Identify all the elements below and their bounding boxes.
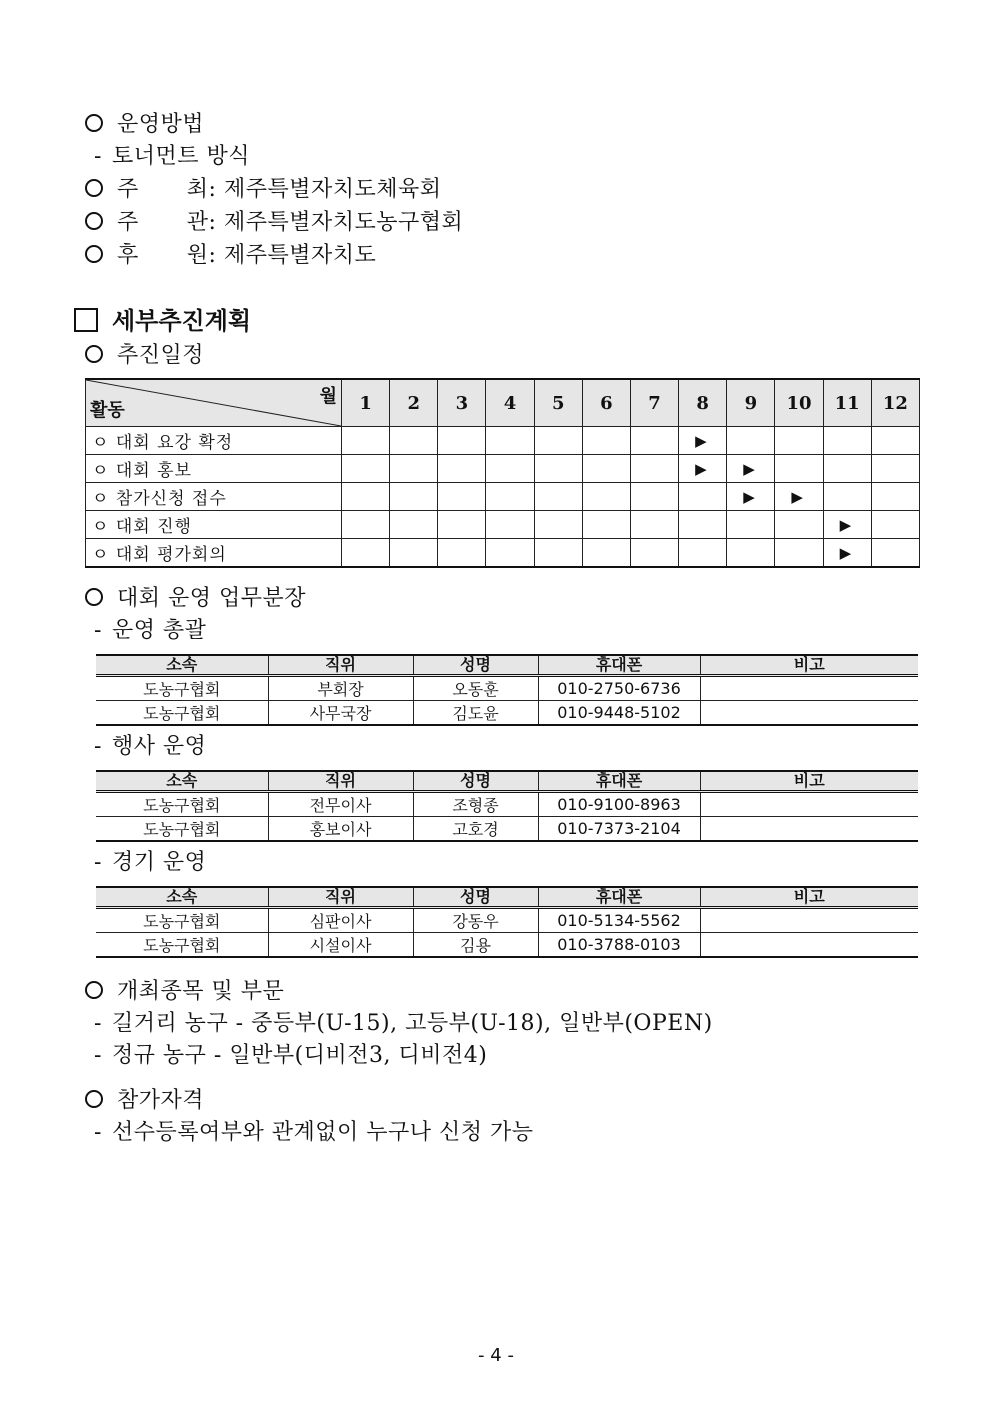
month-header-12: 12 [871, 379, 919, 427]
cell-note [700, 908, 918, 933]
schedule-cell [679, 539, 727, 568]
schedule-cell [871, 511, 919, 539]
header-phone: 휴대폰 [538, 887, 700, 908]
square-bullet-icon [74, 308, 98, 332]
schedule-cell [582, 427, 630, 455]
schedule-cell [775, 511, 823, 539]
schedule-cell [871, 539, 919, 568]
method-item: 운영방법 [85, 112, 204, 138]
method-detail: - 토너먼트 방식 [94, 144, 250, 169]
schedule-cell [679, 511, 727, 539]
cell-phone: 010-5134-5562 [538, 908, 700, 933]
schedule-cell [390, 511, 438, 539]
month-header-5: 5 [534, 379, 582, 427]
table-row [96, 792, 918, 817]
schedule-row [86, 511, 920, 539]
cell-phone: 010-2750-6736 [538, 676, 700, 701]
cell-position: 사무국장 [268, 701, 413, 726]
schedule-cell [727, 427, 775, 455]
cell-position: 전무이사 [268, 792, 413, 817]
month-corner-label: 월 [319, 386, 337, 407]
circle-bullet-icon [85, 588, 103, 606]
schedule-header-row [86, 379, 920, 427]
schedule-cell [630, 539, 678, 568]
circle-bullet-icon [85, 245, 103, 263]
schedule-cell [534, 483, 582, 511]
schedule-cell [390, 539, 438, 568]
schedule-cell [871, 427, 919, 455]
staff-table-1 [96, 654, 918, 726]
schedule-cell [438, 427, 486, 455]
circle-bullet-icon [85, 1090, 103, 1108]
circle-bullet-icon [85, 114, 103, 132]
month-header-7: 7 [630, 379, 678, 427]
schedule-marker-icon: ▶ [775, 483, 823, 511]
month-header-11: 11 [823, 379, 871, 427]
schedule-cell [342, 483, 390, 511]
schedule-cell [438, 483, 486, 511]
cell-org: 도농구협회 [96, 676, 268, 701]
schedule-cell [342, 427, 390, 455]
schedule-row [86, 483, 920, 511]
activity-label: ㅇ 대회 홍보 [86, 455, 342, 483]
schedule-marker-icon: ▶ [823, 539, 871, 568]
schedule-cell [775, 455, 823, 483]
schedule-cell [438, 539, 486, 568]
eligibility-detail: - 선수등록여부와 관계없이 누구나 신청 가능 [94, 1120, 534, 1145]
cell-note [700, 676, 918, 701]
activity-label: ㅇ 대회 평가회의 [86, 539, 342, 568]
cell-phone: 010-3788-0103 [538, 933, 700, 958]
group-title-2: - 행사 운영 [94, 734, 207, 759]
cell-position: 부회장 [268, 676, 413, 701]
cell-org: 도농구협회 [96, 933, 268, 958]
staff-header-row [96, 771, 918, 792]
schedule-cell [679, 483, 727, 511]
schedule-row [86, 539, 920, 568]
schedule-cell [727, 539, 775, 568]
schedule-cell [630, 511, 678, 539]
staff-header-row [96, 655, 918, 676]
schedule-cell [582, 511, 630, 539]
cell-org: 도농구협회 [96, 792, 268, 817]
header-phone: 휴대폰 [538, 655, 700, 676]
table-row [96, 701, 918, 726]
schedule-cell [871, 455, 919, 483]
header-name: 성명 [413, 771, 538, 792]
activity-label: ㅇ 대회 진행 [86, 511, 342, 539]
schedule-marker-icon: ▶ [679, 455, 727, 483]
schedule-cell [775, 427, 823, 455]
header-position: 직위 [268, 771, 413, 792]
schedule-label: 추진일정 [85, 343, 204, 369]
cell-name: 조형종 [413, 792, 538, 817]
month-header-3: 3 [438, 379, 486, 427]
schedule-cell [630, 455, 678, 483]
cell-note [700, 933, 918, 958]
activity-corner-label: 활동 [90, 400, 125, 421]
cell-position: 심판이사 [268, 908, 413, 933]
cell-org: 도농구협회 [96, 908, 268, 933]
month-header-2: 2 [390, 379, 438, 427]
header-note: 비고 [700, 655, 918, 676]
cell-position: 홍보이사 [268, 817, 413, 842]
header-name: 성명 [413, 887, 538, 908]
schedule-marker-icon: ▶ [727, 455, 775, 483]
cell-name: 김용 [413, 933, 538, 958]
circle-bullet-icon [85, 981, 103, 999]
schedule-marker-icon: ▶ [823, 511, 871, 539]
month-header-1: 1 [342, 379, 390, 427]
host-item: 주 최: 제주특별자치도체육회 [85, 177, 441, 203]
header-org: 소속 [96, 771, 268, 792]
schedule-cell [390, 427, 438, 455]
schedule-cell [390, 483, 438, 511]
page-number: - 4 - [478, 1345, 514, 1366]
sponsor-item: 후 원: 제주특별자치도 [85, 243, 376, 269]
cell-note [700, 701, 918, 726]
month-header-9: 9 [727, 379, 775, 427]
schedule-corner-cell [86, 379, 342, 427]
events-regular: - 정규 농구 - 일반부(디비전3, 디비전4) [94, 1043, 488, 1068]
schedule-cell [823, 455, 871, 483]
schedule-cell [534, 427, 582, 455]
cell-name: 고호경 [413, 817, 538, 842]
month-header-4: 4 [486, 379, 534, 427]
table-row [96, 933, 918, 958]
schedule-cell [582, 539, 630, 568]
cell-name: 강동우 [413, 908, 538, 933]
staff-header-row [96, 887, 918, 908]
circle-bullet-icon [85, 179, 103, 197]
header-position: 직위 [268, 887, 413, 908]
table-row [96, 908, 918, 933]
schedule-marker-icon: ▶ [727, 483, 775, 511]
schedule-cell [775, 539, 823, 568]
schedule-cell [534, 455, 582, 483]
organizer-item: 주 관: 제주특별자치도농구협회 [85, 210, 463, 236]
cell-org: 도농구협회 [96, 701, 268, 726]
schedule-marker-icon: ▶ [679, 427, 727, 455]
cell-phone: 010-9448-5102 [538, 701, 700, 726]
schedule-cell [342, 539, 390, 568]
section-heading: 세부추진계획 [74, 307, 251, 335]
schedule-cell [390, 455, 438, 483]
staff-table-2 [96, 770, 918, 842]
activity-label: ㅇ 참가신청 접수 [86, 483, 342, 511]
table-row [96, 817, 918, 842]
cell-note [700, 817, 918, 842]
cell-phone: 010-7373-2104 [538, 817, 700, 842]
eligibility-label: 참가자격 [85, 1088, 204, 1114]
schedule-cell [823, 427, 871, 455]
schedule-cell [630, 483, 678, 511]
events-label: 개최종목 및 부문 [85, 979, 284, 1005]
header-note: 비고 [700, 887, 918, 908]
schedule-cell [630, 427, 678, 455]
schedule-cell [727, 511, 775, 539]
schedule-cell [486, 511, 534, 539]
cell-phone: 010-9100-8963 [538, 792, 700, 817]
schedule-row [86, 455, 920, 483]
month-header-10: 10 [775, 379, 823, 427]
group-title-1: - 운영 총괄 [94, 618, 207, 643]
schedule-cell [871, 483, 919, 511]
schedule-cell [582, 455, 630, 483]
activity-label: ㅇ 대회 요강 확정 [86, 427, 342, 455]
schedule-cell [342, 511, 390, 539]
schedule-cell [823, 483, 871, 511]
schedule-cell [438, 511, 486, 539]
staff-table-3 [96, 886, 918, 958]
header-note: 비고 [700, 771, 918, 792]
header-position: 직위 [268, 655, 413, 676]
month-header-8: 8 [679, 379, 727, 427]
schedule-cell [342, 455, 390, 483]
cell-org: 도농구협회 [96, 817, 268, 842]
schedule-cell [438, 455, 486, 483]
cell-name: 김도윤 [413, 701, 538, 726]
schedule-cell [486, 455, 534, 483]
schedule-cell [486, 427, 534, 455]
cell-position: 시설이사 [268, 933, 413, 958]
schedule-row [86, 427, 920, 455]
group-title-3: - 경기 운영 [94, 850, 207, 875]
circle-bullet-icon [85, 345, 103, 363]
duties-label: 대회 운영 업무분장 [85, 586, 306, 612]
cell-note [700, 792, 918, 817]
table-row [96, 676, 918, 701]
events-street: - 길거리 농구 - 중등부(U-15), 고등부(U-18), 일반부(OPEN) [94, 1011, 713, 1036]
schedule-cell [534, 539, 582, 568]
header-name: 성명 [413, 655, 538, 676]
schedule-cell [486, 483, 534, 511]
schedule-table [85, 378, 920, 568]
cell-name: 오동훈 [413, 676, 538, 701]
schedule-cell [534, 511, 582, 539]
header-org: 소속 [96, 655, 268, 676]
header-org: 소속 [96, 887, 268, 908]
schedule-cell [486, 539, 534, 568]
circle-bullet-icon [85, 212, 103, 230]
header-phone: 휴대폰 [538, 771, 700, 792]
schedule-cell [582, 483, 630, 511]
month-header-6: 6 [582, 379, 630, 427]
